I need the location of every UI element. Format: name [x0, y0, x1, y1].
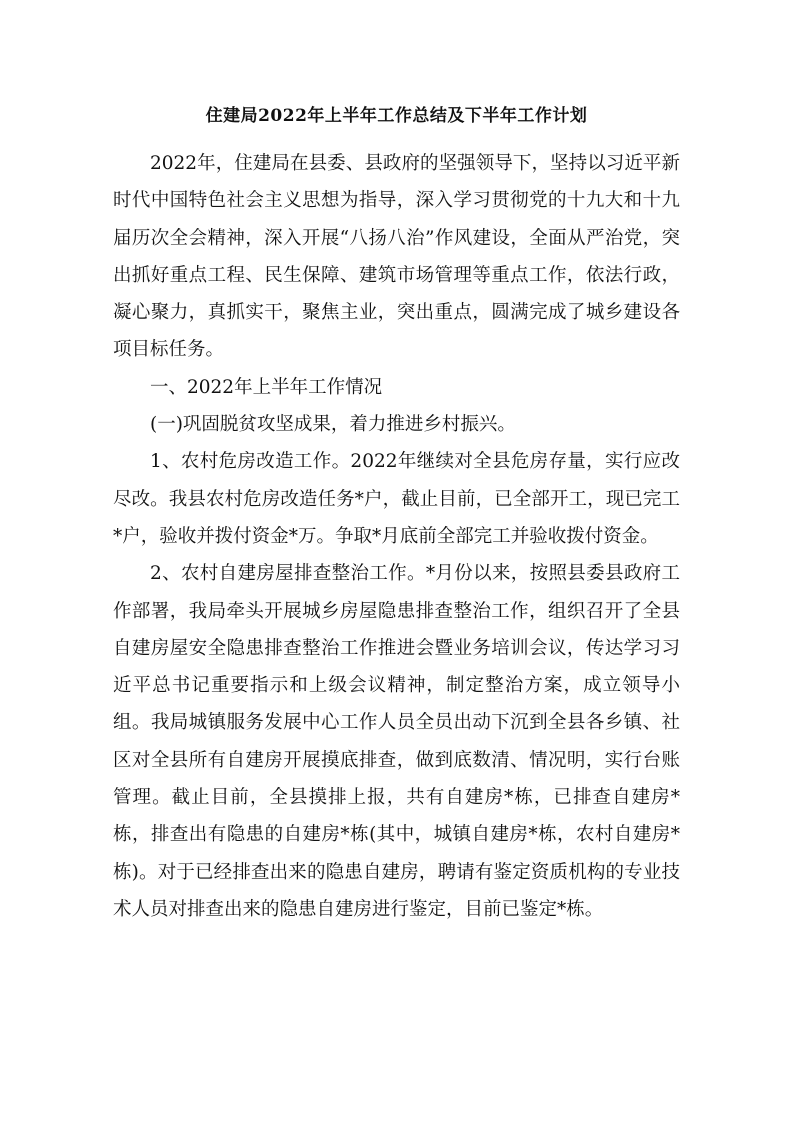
item-paragraph-2: 2、农村自建房屋排查整治工作。*月份以来，按照县委县政府工作部署，我局牵头开展城乡房屋隐患排查整治工作，组织召开了全县自建房屋安全隐患排查整治工作推进会暨业务培训会议，传达学习习近平总书记重要指示和上级会议精神，制定整治方案，成立领导小组。我局城镇服务发展中心工作人员全员出动下沉到全县各乡镇、社区对全县所有自建房开展摸底排查，做到底数清、情况明，实行台账管理。截止目前，全县摸排上报，共有自建房*栋，已排查自建房*栋，排查出有隐患的自建房*栋(其中，城镇自建房*栋，农村自建房*栋)。对于已经排查出来的隐患自建房，聘请有鉴定资质机构的专业技术人员对排查出来的隐患自建房进行鉴定，目前已鉴定*栋。 [113, 563, 680, 920]
item-paragraph-1: 1、农村危房改造工作。2022年继续对全县危房存量，实行应改尽改。我县农村危房改造任务*户，截止目前，已全部开工，现已完工*户，验收并拨付资金*万。争取*月底前全部完工并验收拨付资金。 [113, 451, 680, 547]
document-title: 住建局2022年上半年工作总结及下半年工作计划 [205, 106, 588, 126]
document-body [113, 145, 680, 928]
subsection-heading: (一)巩固脱贫攻坚成果，着力推进乡村振兴。 [150, 414, 516, 436]
section-heading: 一、2022年上半年工作情况 [150, 376, 383, 398]
intro-paragraph: 2022年，住建局在县委、县政府的坚强领导下，坚持以习近平新时代中国特色社会主义思想为指导，深入学习贯彻党的十九大和十九届历次全会精神，深入开展“八扬八治”作风建设，全面从严治党，突出抓好重点工程、民生保障、建筑市场管理等重点工作，依法行政，凝心聚力，真抓实干，聚焦主业，突出重点，圆满完成了城乡建设各项目标任务。 [113, 153, 680, 361]
